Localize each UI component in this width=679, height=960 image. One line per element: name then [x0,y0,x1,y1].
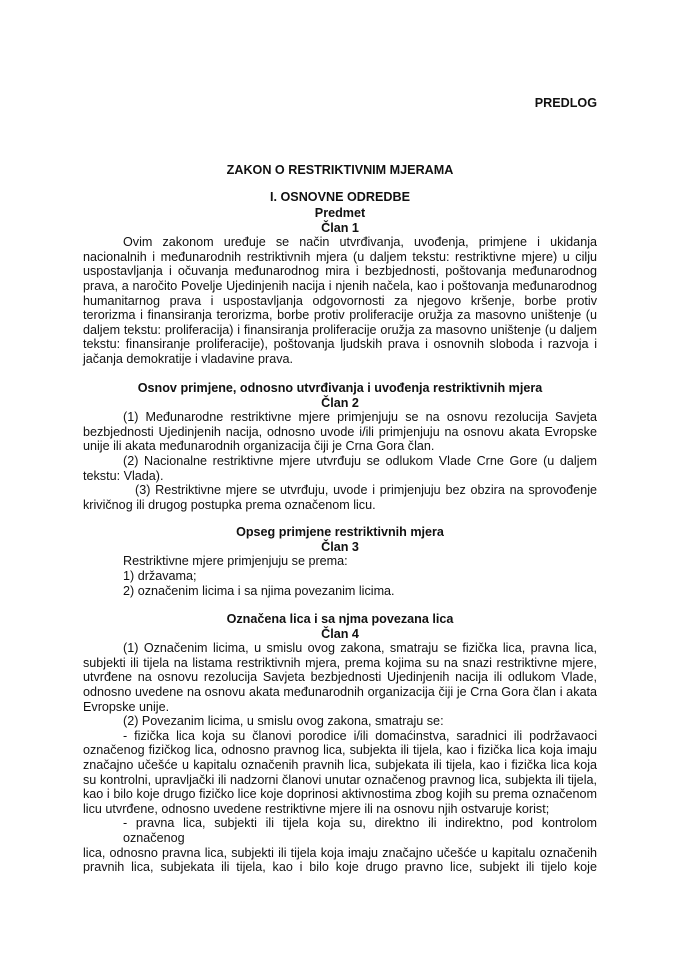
paragraph-line: Ovim zakonom uređuje se način utvrđivanja, uvođenja, primjene i ukidanja [123,235,597,250]
document-label-predlog: PREDLOG [534,96,597,110]
paragraph-line: 2) označenim licima i sa njima povezanim licima. [123,584,395,599]
article-number: Član 1 [321,220,359,235]
paragraph-line: (1) Označenim licima, u smislu ovog zakona, smatraju se fizička lica, pravna lica, [123,641,597,656]
paragraph-line: odnosno uvedene na osnovu akata međunarodnih organizacija čiji je Crna Gora član i akata [83,684,597,699]
paragraph-line: subjekti ili tijela na listama restriktivnih mjera, prema kojima su na snazi restriktivne mjere, [83,655,597,670]
article-heading: Opseg primjene restriktivnih mjera [236,525,444,539]
article-1 [83,206,597,367]
article-number: Član 3 [321,539,359,554]
chapter-heading: I. OSNOVNE ODREDBE [270,190,410,204]
paragraph-line: daljem tekstu: proliferacija) i finansiranja proliferacije oružja za masovno uništenje (u daljem [83,322,597,337]
paragraph-line: kao i bilo koje drugo fizičko lice koje doprinosi aktivnostima zbog kojih su prema označenom [83,787,597,802]
article-heading: Predmet [314,206,366,220]
paragraph-line: jačanja demokratije i vladavine prava. [83,351,294,366]
paragraph-line: utvrđene na osnovu rezolucija Savjeta bezbjednosti Ujedinjenih nacija ili odlukom Vlade, [83,670,597,685]
paragraph-line: (2) Povezanim licima, u smislu ovog zakona, smatraju se: [123,714,444,729]
paragraph-line: pravnih lica, subjekata ili tijela, kao i bilo koje drugo pravno lice, subjekt ili tijelo koje [83,860,597,875]
paragraph-line: 1) državama; [123,569,197,584]
paragraph-line: značajno učešće u kapitalu označenih pravnih lica, subjekata ili tijela, kao i fizička lica koja [83,757,597,772]
paragraph-line: Restriktivne mjere primjenjuju se prema: [123,554,348,569]
paragraph-line: (3) Restriktivne mjere se utvrđuju, uvode i primjenjuju bez obzira na sprovođenje [135,483,597,498]
paragraph-line: su kontrolni, upravljački ili nadzorni članovi unutar označenog pravnog lica, subjekta ili tijela, [83,772,597,787]
paragraph-line: humanitarnog prava i uspostavljanja odgovornosti za njegovo kršenje, borbe protiv [83,293,597,308]
paragraph-line: - pravna lica, subjekti ili tijela koja su, direktno ili indirektno, pod kontrolom [123,816,597,831]
paragraph-line: - fizička lica koja su članovi porodice i/ili domaćinstva, saradnici ili podržavaoci [123,728,597,743]
article-heading: Označena lica i sa njma povezana lica [226,612,454,626]
article-number: Član 2 [321,395,359,410]
paragraph-line: (1) Međunarodne restriktivne mjere primjenjuju se na osnovu rezolucija Savjeta [123,410,597,425]
paragraph-line: lica, odnosno pravna lica, subjekti ili tijela koja imaju značajno učešće u kapitalu označenih [83,845,597,860]
paragraph-line: nacionalnih i međunarodnih restriktivnih mjera (u daljem tekstu: restriktivne mjere) u cilju [83,249,597,264]
paragraph-line: označenog fizičkog lica, odnosno pravnog lica, subjekta ili tijela, kao i fizička lica koja imaju [83,743,597,758]
article-2 [83,381,597,512]
paragraph-line: licu utvrđene, odnosno uvedene restriktivne mjere ili na osnovu njih ostvaruje korist; [83,801,550,816]
paragraph-line: (2) Nacionalne restriktivne mjere utvrđuju se odlukom Vlade Crne Gore (u daljem [123,453,597,468]
paragraph-line: unije ili akata međunarodnih organizacija čiji je Crna Gora član. [83,439,435,454]
paragraph-line: uspostavljanja i očuvanja međunarodnog mira i bezbjednosti, poštovanja međunarodnog [83,264,597,279]
paragraph-line: krivičnog ili drugog postupka prema označenom licu. [83,497,376,512]
law-title: ZAKON O RESTRIKTIVNIM MJERAMA [226,163,454,177]
paragraph-line: prava, a naročito Povelje Ujedinjenih nacija i njenih načela, kao i poštovanja međunarodnog [83,278,597,293]
paragraph-line: tekstu: finansiranje proliferacije), poštovanja ljudskih prava i osnovnih sloboda i razvoja i [83,337,597,352]
paragraph-line: tekstu: Vlada). [83,468,164,483]
article-number: Član 4 [321,626,359,641]
article-heading: Osnov primjene, odnosno utvrđivanja i uvođenja restriktivnih mjera [137,381,543,395]
paragraph-line: Evropske unije. [83,699,170,714]
article-3 [83,525,597,599]
paragraph-line: bezbjednosti Ujedinjenih nacija, odnosno uvode i/ili primjenjuju na osnovu akata Evropske [83,424,597,439]
article-4 [83,612,597,875]
paragraph-line: označenog [123,830,185,845]
paragraph-line: terorizma i finansiranja terorizma, borbe protiv proliferacije oružja za masovno uništenje (u [83,308,597,323]
